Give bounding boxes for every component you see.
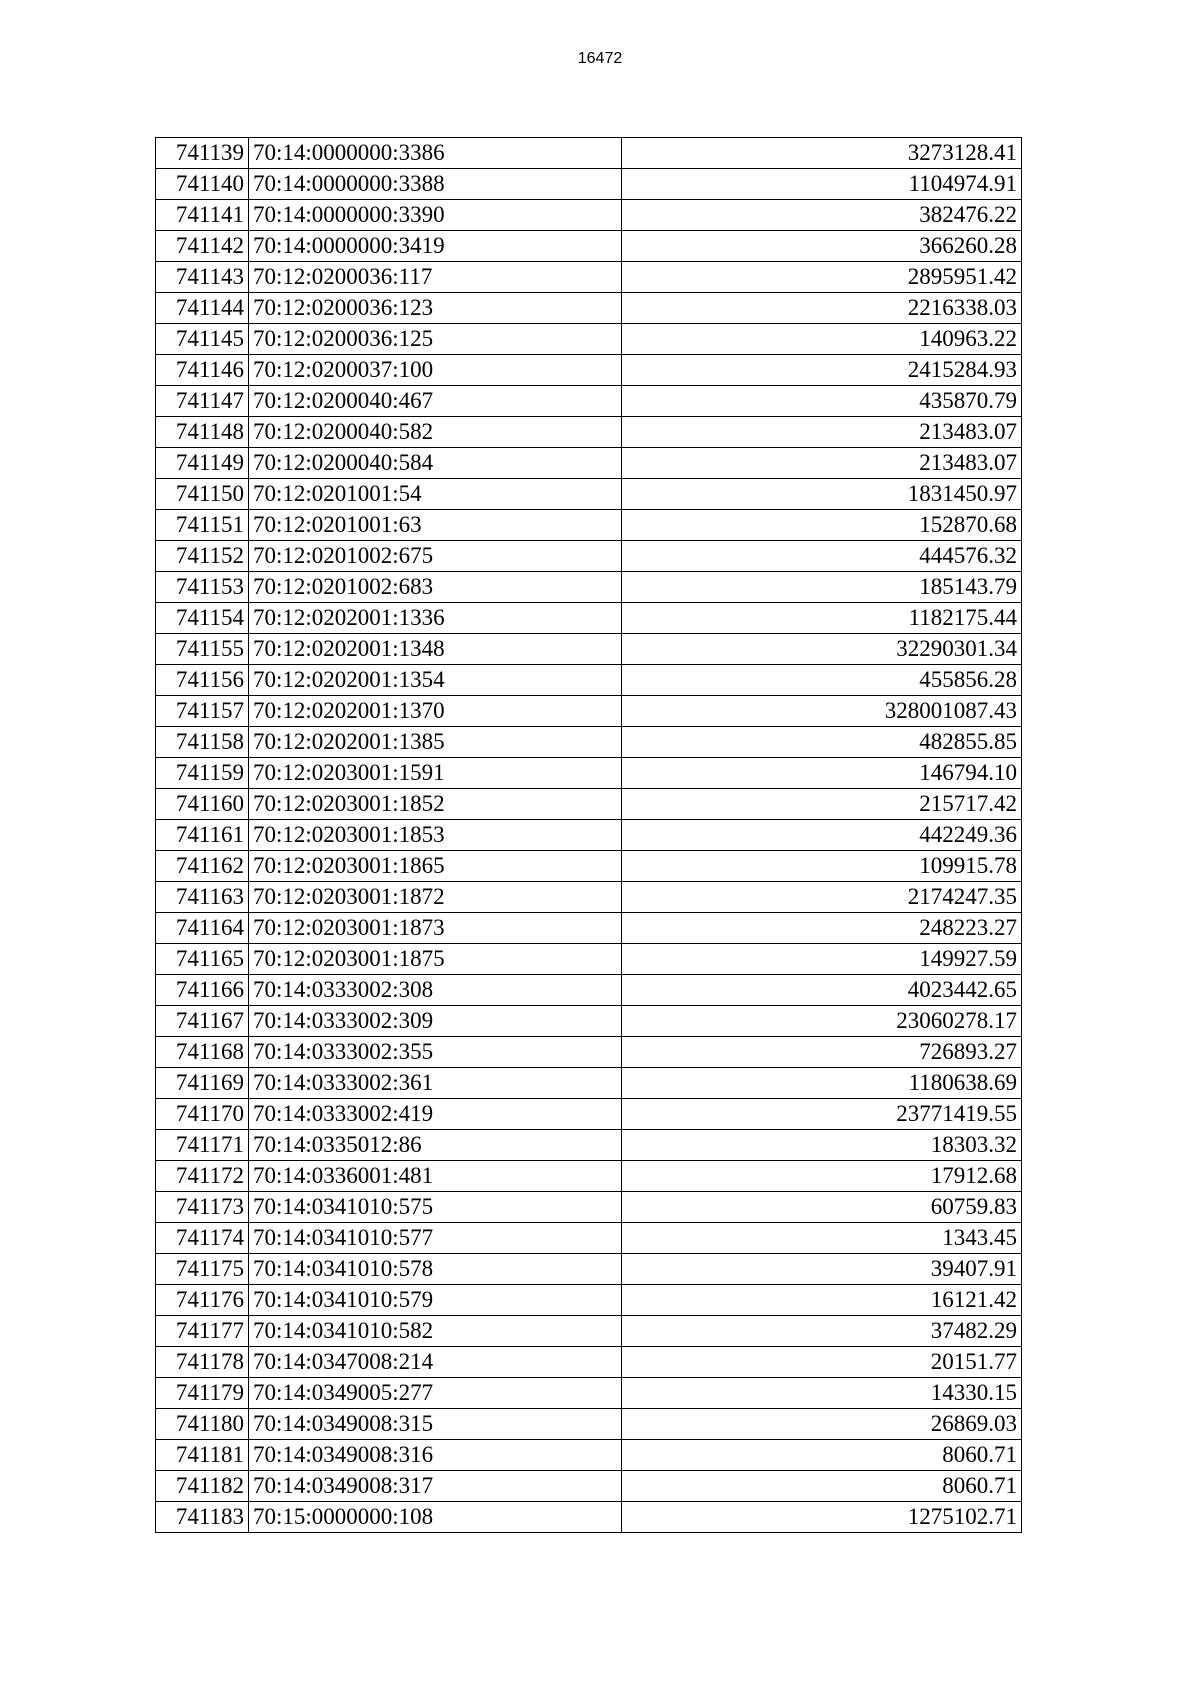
table-row	[156, 1316, 1022, 1347]
cadastral-value-cell: 1180638.69	[622, 1068, 1022, 1099]
row-number-cell: 741156	[156, 665, 249, 696]
table-row	[156, 1471, 1022, 1502]
table-row	[156, 1285, 1022, 1316]
cadastral-value-cell: 32290301.34	[622, 634, 1022, 665]
cadastral-value-cell: 18303.32	[622, 1130, 1022, 1161]
table-row	[156, 882, 1022, 913]
cadastral-number-cell: 70:14:0341010:577	[249, 1223, 622, 1254]
cadastral-number-cell: 70:12:0201002:683	[249, 572, 622, 603]
cadastral-number-cell: 70:14:0349008:316	[249, 1440, 622, 1471]
cadastral-value-cell: 726893.27	[622, 1037, 1022, 1068]
row-number-cell: 741179	[156, 1378, 249, 1409]
table-row	[156, 944, 1022, 975]
cadastral-number-cell: 70:12:0203001:1872	[249, 882, 622, 913]
cadastral-value-cell: 20151.77	[622, 1347, 1022, 1378]
row-number-cell: 741167	[156, 1006, 249, 1037]
row-number-cell: 741181	[156, 1440, 249, 1471]
table-row	[156, 758, 1022, 789]
row-number-cell: 741143	[156, 262, 249, 293]
cadastral-value-cell: 444576.32	[622, 541, 1022, 572]
row-number-cell: 741172	[156, 1161, 249, 1192]
table-row	[156, 541, 1022, 572]
row-number-cell: 741141	[156, 200, 249, 231]
cadastral-number-cell: 70:14:0000000:3419	[249, 231, 622, 262]
cadastral-number-cell: 70:14:0341010:579	[249, 1285, 622, 1316]
table-row	[156, 1099, 1022, 1130]
cadastral-value-cell: 3273128.41	[622, 138, 1022, 169]
table-row	[156, 1006, 1022, 1037]
cadastral-value-cell: 109915.78	[622, 851, 1022, 882]
page-number: 16472	[577, 50, 623, 67]
table-row	[156, 200, 1022, 231]
table-row	[156, 1440, 1022, 1471]
cadastral-number-cell: 70:12:0202001:1348	[249, 634, 622, 665]
table-row	[156, 789, 1022, 820]
cadastral-value-cell: 39407.91	[622, 1254, 1022, 1285]
table-row	[156, 510, 1022, 541]
table-row	[156, 169, 1022, 200]
cadastral-number-cell: 70:12:0200036:123	[249, 293, 622, 324]
cadastral-number-cell: 70:12:0202001:1354	[249, 665, 622, 696]
cadastral-value-cell: 17912.68	[622, 1161, 1022, 1192]
row-number-cell: 741166	[156, 975, 249, 1006]
row-number-cell: 741168	[156, 1037, 249, 1068]
cadastral-value-cell: 1343.45	[622, 1223, 1022, 1254]
cadastral-number-cell: 70:14:0000000:3386	[249, 138, 622, 169]
cadastral-number-cell: 70:14:0000000:3388	[249, 169, 622, 200]
row-number-cell: 741140	[156, 169, 249, 200]
row-number-cell: 741178	[156, 1347, 249, 1378]
table-row	[156, 1502, 1022, 1533]
table-row	[156, 1161, 1022, 1192]
table-row	[156, 293, 1022, 324]
cadastral-number-cell: 70:12:0203001:1875	[249, 944, 622, 975]
cadastral-number-cell: 70:14:0333002:308	[249, 975, 622, 1006]
row-number-cell: 741159	[156, 758, 249, 789]
cadastral-value-cell: 435870.79	[622, 386, 1022, 417]
table-row	[156, 696, 1022, 727]
cadastral-value-cell: 213483.07	[622, 448, 1022, 479]
row-number-cell: 741142	[156, 231, 249, 262]
row-number-cell: 741146	[156, 355, 249, 386]
cadastral-value-cell: 60759.83	[622, 1192, 1022, 1223]
cadastral-number-cell: 70:12:0200037:100	[249, 355, 622, 386]
cadastral-number-cell: 70:14:0333002:361	[249, 1068, 622, 1099]
cadastral-value-cell: 2174247.35	[622, 882, 1022, 913]
table-row	[156, 665, 1022, 696]
row-number-cell: 741157	[156, 696, 249, 727]
cadastral-number-cell: 70:14:0333002:419	[249, 1099, 622, 1130]
table-row	[156, 913, 1022, 944]
table-row	[156, 448, 1022, 479]
cadastral-number-cell: 70:14:0347008:214	[249, 1347, 622, 1378]
row-number-cell: 741180	[156, 1409, 249, 1440]
cadastral-value-cell: 23771419.55	[622, 1099, 1022, 1130]
cadastral-value-cell: 140963.22	[622, 324, 1022, 355]
cadastral-number-cell: 70:12:0203001:1853	[249, 820, 622, 851]
cadastral-value-cell: 4023442.65	[622, 975, 1022, 1006]
cadastral-value-cell: 215717.42	[622, 789, 1022, 820]
cadastral-value-cell: 213483.07	[622, 417, 1022, 448]
cadastral-number-cell: 70:14:0336001:481	[249, 1161, 622, 1192]
row-number-cell: 741155	[156, 634, 249, 665]
row-number-cell: 741145	[156, 324, 249, 355]
cadastral-value-cell: 1275102.71	[622, 1502, 1022, 1533]
table-row	[156, 1192, 1022, 1223]
table-row	[156, 231, 1022, 262]
cadastral-number-cell: 70:14:0341010:575	[249, 1192, 622, 1223]
row-number-cell: 741161	[156, 820, 249, 851]
row-number-cell: 741175	[156, 1254, 249, 1285]
cadastral-number-cell: 70:12:0200036:125	[249, 324, 622, 355]
cadastral-number-cell: 70:14:0341010:582	[249, 1316, 622, 1347]
table-row	[156, 727, 1022, 758]
table-row	[156, 1037, 1022, 1068]
row-number-cell: 741158	[156, 727, 249, 758]
row-number-cell: 741149	[156, 448, 249, 479]
cadastral-number-cell: 70:12:0203001:1873	[249, 913, 622, 944]
row-number-cell: 741182	[156, 1471, 249, 1502]
row-number-cell: 741174	[156, 1223, 249, 1254]
table-row	[156, 479, 1022, 510]
row-number-cell: 741177	[156, 1316, 249, 1347]
cadastral-number-cell: 70:14:0333002:355	[249, 1037, 622, 1068]
row-number-cell: 741176	[156, 1285, 249, 1316]
row-number-cell: 741162	[156, 851, 249, 882]
table-row	[156, 1378, 1022, 1409]
row-number-cell: 741160	[156, 789, 249, 820]
table-row	[156, 820, 1022, 851]
table-row	[156, 634, 1022, 665]
cadastral-number-cell: 70:12:0202001:1385	[249, 727, 622, 758]
cadastral-value-cell: 26869.03	[622, 1409, 1022, 1440]
cadastral-number-cell: 70:14:0335012:86	[249, 1130, 622, 1161]
cadastral-value-cell: 248223.27	[622, 913, 1022, 944]
row-number-cell: 741163	[156, 882, 249, 913]
row-number-cell: 741152	[156, 541, 249, 572]
cadastral-value-cell: 366260.28	[622, 231, 1022, 262]
cadastral-value-cell: 482855.85	[622, 727, 1022, 758]
cadastral-number-cell: 70:12:0200040:467	[249, 386, 622, 417]
table-row	[156, 851, 1022, 882]
cadastral-value-cell: 1182175.44	[622, 603, 1022, 634]
cadastral-value-cell: 2895951.42	[622, 262, 1022, 293]
cadastral-number-cell: 70:12:0203001:1852	[249, 789, 622, 820]
table-row	[156, 1223, 1022, 1254]
cadastral-number-cell: 70:12:0201002:675	[249, 541, 622, 572]
row-number-cell: 741150	[156, 479, 249, 510]
cadastral-number-cell: 70:12:0200040:582	[249, 417, 622, 448]
cadastral-number-cell: 70:12:0203001:1591	[249, 758, 622, 789]
cadastral-number-cell: 70:14:0333002:309	[249, 1006, 622, 1037]
table-row	[156, 1254, 1022, 1285]
table-row	[156, 603, 1022, 634]
row-number-cell: 741173	[156, 1192, 249, 1223]
row-number-cell: 741139	[156, 138, 249, 169]
table-row	[156, 417, 1022, 448]
cadastral-number-cell: 70:12:0203001:1865	[249, 851, 622, 882]
row-number-cell: 741147	[156, 386, 249, 417]
table-row	[156, 1130, 1022, 1161]
row-number-cell: 741153	[156, 572, 249, 603]
cadastral-number-cell: 70:14:0349008:315	[249, 1409, 622, 1440]
cadastral-number-cell: 70:12:0201001:54	[249, 479, 622, 510]
table-row	[156, 1409, 1022, 1440]
cadastral-value-cell: 455856.28	[622, 665, 1022, 696]
table-row	[156, 262, 1022, 293]
cadastral-number-cell: 70:14:0349005:277	[249, 1378, 622, 1409]
row-number-cell: 741170	[156, 1099, 249, 1130]
cadastral-value-cell: 185143.79	[622, 572, 1022, 603]
cadastral-value-cell: 442249.36	[622, 820, 1022, 851]
cadastral-value-cell: 14330.15	[622, 1378, 1022, 1409]
cadastral-value-cell: 1831450.97	[622, 479, 1022, 510]
row-number-cell: 741144	[156, 293, 249, 324]
cadastral-number-cell: 70:12:0202001:1370	[249, 696, 622, 727]
cadastral-number-cell: 70:14:0000000:3390	[249, 200, 622, 231]
cadastral-value-cell: 23060278.17	[622, 1006, 1022, 1037]
row-number-cell: 741165	[156, 944, 249, 975]
cadastral-number-cell: 70:12:0201001:63	[249, 510, 622, 541]
cadastral-value-cell: 1104974.91	[622, 169, 1022, 200]
row-number-cell: 741183	[156, 1502, 249, 1533]
row-number-cell: 741151	[156, 510, 249, 541]
table-row	[156, 975, 1022, 1006]
row-number-cell: 741164	[156, 913, 249, 944]
cadastral-value-cell: 2415284.93	[622, 355, 1022, 386]
cadastral-value-table	[155, 137, 1022, 1533]
table-body	[156, 138, 1022, 1533]
cadastral-value-cell: 152870.68	[622, 510, 1022, 541]
table-row	[156, 1068, 1022, 1099]
table-row	[156, 324, 1022, 355]
table-row	[156, 355, 1022, 386]
table-row	[156, 138, 1022, 169]
cadastral-value-cell: 149927.59	[622, 944, 1022, 975]
cadastral-value-cell: 146794.10	[622, 758, 1022, 789]
table-row	[156, 572, 1022, 603]
cadastral-number-cell: 70:15:0000000:108	[249, 1502, 622, 1533]
row-number-cell: 741169	[156, 1068, 249, 1099]
row-number-cell: 741148	[156, 417, 249, 448]
cadastral-value-cell: 2216338.03	[622, 293, 1022, 324]
cadastral-value-cell: 8060.71	[622, 1440, 1022, 1471]
cadastral-value-cell: 16121.42	[622, 1285, 1022, 1316]
row-number-cell: 741154	[156, 603, 249, 634]
cadastral-value-cell: 37482.29	[622, 1316, 1022, 1347]
cadastral-value-cell: 8060.71	[622, 1471, 1022, 1502]
cadastral-value-cell: 382476.22	[622, 200, 1022, 231]
cadastral-number-cell: 70:14:0349008:317	[249, 1471, 622, 1502]
table-row	[156, 1347, 1022, 1378]
cadastral-number-cell: 70:12:0200036:117	[249, 262, 622, 293]
table-row	[156, 386, 1022, 417]
cadastral-value-cell: 328001087.43	[622, 696, 1022, 727]
cadastral-number-cell: 70:14:0341010:578	[249, 1254, 622, 1285]
cadastral-number-cell: 70:12:0200040:584	[249, 448, 622, 479]
row-number-cell: 741171	[156, 1130, 249, 1161]
cadastral-number-cell: 70:12:0202001:1336	[249, 603, 622, 634]
